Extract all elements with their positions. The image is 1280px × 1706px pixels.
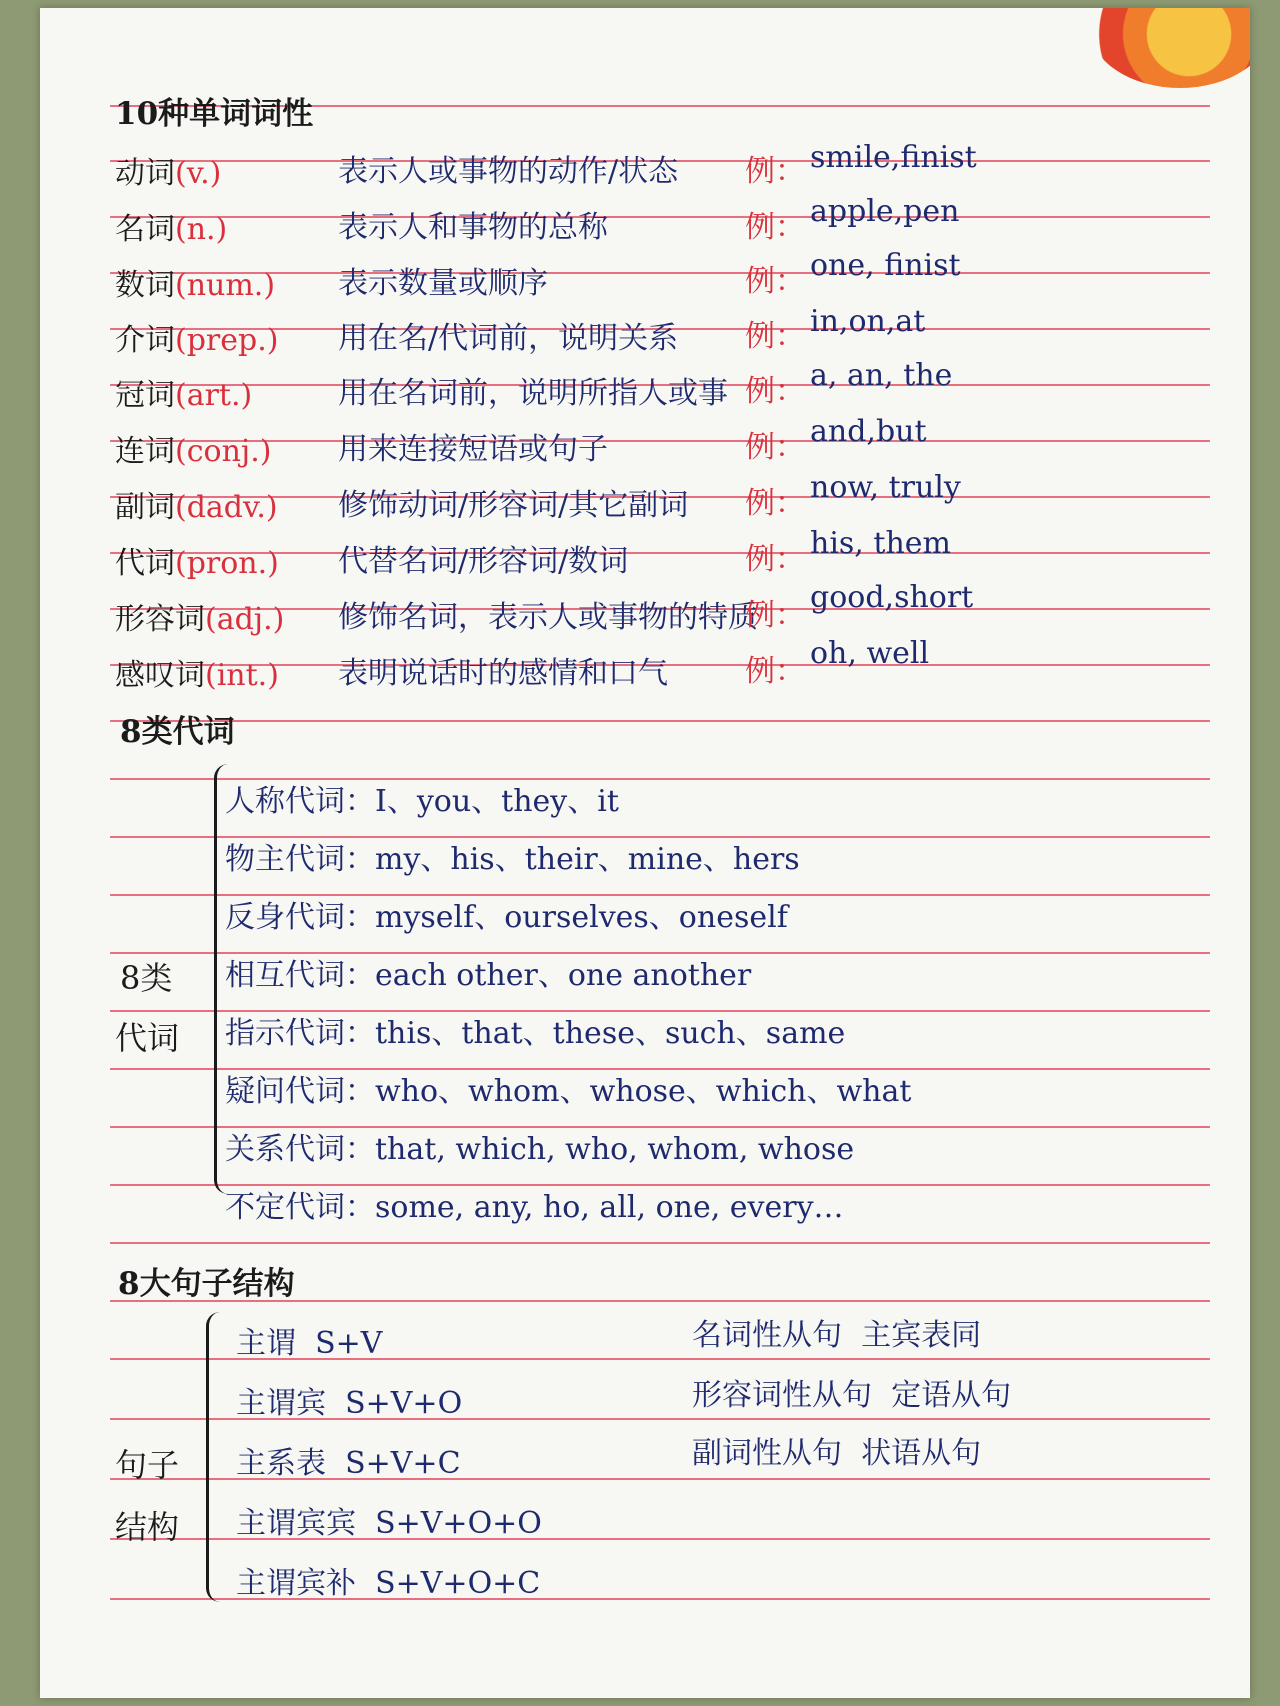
structure-name: 主系表 xyxy=(236,1446,326,1481)
class-abbr: (prep.) xyxy=(175,323,279,358)
example-label: 例： xyxy=(745,542,805,577)
colon: ： xyxy=(345,958,375,993)
pronoun-type: 相互代词 xyxy=(225,958,345,993)
pronoun-type: 关系代词 xyxy=(225,1132,345,1167)
class-examples: now, truly xyxy=(810,470,961,505)
class-name: 感叹词 xyxy=(115,658,205,693)
class-examples: good,short xyxy=(810,580,974,615)
class-name: 冠词 xyxy=(115,378,175,413)
section-title-word-classes: 10种单词词性 xyxy=(115,96,314,132)
structure-row xyxy=(236,1558,540,1602)
class-name: 形容词 xyxy=(115,602,205,637)
example-label: 例： xyxy=(745,598,805,633)
side-label-line2: 结构 xyxy=(115,1508,180,1546)
clause-row xyxy=(692,1370,1011,1414)
class-abbr: (dadv.) xyxy=(175,490,278,525)
structure-name: 主谓宾宾 xyxy=(236,1506,356,1541)
colon: ： xyxy=(345,1016,375,1051)
class-definition: 表示人或事物的动作/状态 xyxy=(338,154,679,189)
class-abbr: (adj.) xyxy=(205,602,285,637)
pronoun-type: 物主代词 xyxy=(225,842,345,877)
class-abbr: (int.) xyxy=(205,658,279,693)
example-label: 例： xyxy=(745,154,805,189)
clause-equivalent: 主宾表同 xyxy=(861,1318,982,1353)
structure-row xyxy=(236,1498,542,1542)
side-label-line2: 代词 xyxy=(115,1019,180,1057)
clause-type: 形容词性从句 xyxy=(692,1378,872,1413)
class-examples: in,on,at xyxy=(810,304,926,339)
class-examples: apple,pen xyxy=(810,194,960,229)
pronoun-examples: I、you、they、it xyxy=(375,784,619,819)
clause-row xyxy=(692,1310,981,1354)
colon: ： xyxy=(345,1132,375,1167)
structure-formula: S+V+C xyxy=(345,1446,461,1481)
clause-type: 名词性从句 xyxy=(692,1318,842,1353)
class-abbr: (conj.) xyxy=(175,434,272,469)
class-definition: 表示人和事物的总称 xyxy=(338,210,608,245)
ruled-line xyxy=(110,720,1210,722)
class-name: 介词 xyxy=(115,323,175,358)
clause-equivalent: 定语从句 xyxy=(891,1378,1012,1413)
structure-row xyxy=(236,1438,461,1482)
example-label: 例： xyxy=(745,210,805,245)
pronoun-type: 反身代词 xyxy=(225,900,345,935)
colon: ： xyxy=(345,1190,375,1225)
colon: ： xyxy=(345,842,375,877)
class-definition: 用在名词前，说明所指人或事 xyxy=(338,376,728,411)
ruled-line xyxy=(110,440,1210,442)
side-label-line1: 句子 xyxy=(115,1446,180,1484)
example-label: 例： xyxy=(745,430,805,465)
class-examples: a, an, the xyxy=(810,358,953,393)
class-definition: 用来连接短语或句子 xyxy=(338,432,608,467)
colon: ： xyxy=(345,784,375,819)
example-label: 例： xyxy=(745,374,805,409)
section-title-sentence-structures: 8大句子结构 xyxy=(118,1266,295,1302)
class-name: 代词 xyxy=(115,546,175,581)
pronoun-type: 疑问代词 xyxy=(225,1074,345,1109)
notebook-page xyxy=(40,8,1250,1698)
structure-name: 主谓 xyxy=(236,1326,296,1361)
structure-name: 主谓宾 xyxy=(236,1386,326,1421)
pronoun-examples: this、that、these、such、same xyxy=(375,1016,846,1051)
class-definition: 修饰名词，表示人或事物的特质 xyxy=(338,600,758,635)
class-name: 动词 xyxy=(115,156,175,191)
pronoun-type: 人称代词 xyxy=(225,784,345,819)
class-definition: 表示数量或顺序 xyxy=(338,266,548,301)
class-examples: oh, well xyxy=(810,636,930,671)
class-name: 副词 xyxy=(115,490,175,525)
class-abbr: (art.) xyxy=(175,378,253,413)
class-examples: smile,finist xyxy=(810,140,977,175)
side-label-line1: 8类 xyxy=(120,959,173,997)
pronoun-type: 不定代词 xyxy=(225,1190,345,1225)
class-definition: 用在名/代词前，说明关系 xyxy=(338,321,679,356)
class-definition: 修饰动词/形容词/其它副词 xyxy=(338,488,689,523)
ruled-line xyxy=(110,1242,1210,1244)
clause-row xyxy=(692,1428,981,1472)
structure-formula: S+V+O+C xyxy=(375,1566,541,1601)
class-abbr: (pron.) xyxy=(175,546,279,581)
pronoun-type: 指示代词 xyxy=(225,1016,345,1051)
structure-formula: S+V+O xyxy=(345,1386,463,1421)
example-label: 例： xyxy=(745,264,805,299)
example-label: 例： xyxy=(745,486,805,521)
section-title-pronouns: 8类代词 xyxy=(120,714,235,750)
colon: ： xyxy=(345,1074,375,1109)
structure-row xyxy=(236,1378,462,1422)
structure-formula: S+V+O+O xyxy=(375,1506,542,1541)
pronoun-examples: who、whom、whose、which、what xyxy=(375,1074,912,1109)
class-abbr: (num.) xyxy=(175,268,276,303)
clause-equivalent: 状语从句 xyxy=(861,1436,982,1471)
class-name: 连词 xyxy=(115,434,175,469)
pronoun-examples: myself、ourselves、oneself xyxy=(375,900,788,935)
class-name: 名词 xyxy=(115,212,175,247)
example-label: 例： xyxy=(745,654,805,689)
structure-name: 主谓宾补 xyxy=(236,1566,356,1601)
clause-type: 副词性从句 xyxy=(692,1436,842,1471)
class-abbr: (v.) xyxy=(175,156,222,191)
pronoun-examples: that, which, who, whom, whose xyxy=(375,1132,855,1167)
class-definition: 表明说话时的感情和口气 xyxy=(338,656,668,691)
structure-row xyxy=(236,1318,382,1362)
class-examples: one, finist xyxy=(810,248,961,283)
class-definition: 代替名词/形容词/数词 xyxy=(338,544,629,579)
example-label: 例： xyxy=(745,319,805,354)
class-name: 数词 xyxy=(115,268,175,303)
left-brace xyxy=(206,1312,225,1602)
class-examples: his, them xyxy=(810,526,951,561)
class-examples: and,but xyxy=(810,414,927,449)
class-abbr: (n.) xyxy=(175,212,228,247)
pronoun-examples: my、his、their、mine、hers xyxy=(375,842,800,877)
sun-sticker xyxy=(1090,8,1250,88)
structure-formula: S+V xyxy=(315,1326,383,1361)
pronoun-examples: some, any, ho, all, one, every… xyxy=(375,1190,844,1225)
pronoun-examples: each other、one another xyxy=(375,958,752,993)
ruled-line xyxy=(110,216,1210,218)
colon: ： xyxy=(345,900,375,935)
